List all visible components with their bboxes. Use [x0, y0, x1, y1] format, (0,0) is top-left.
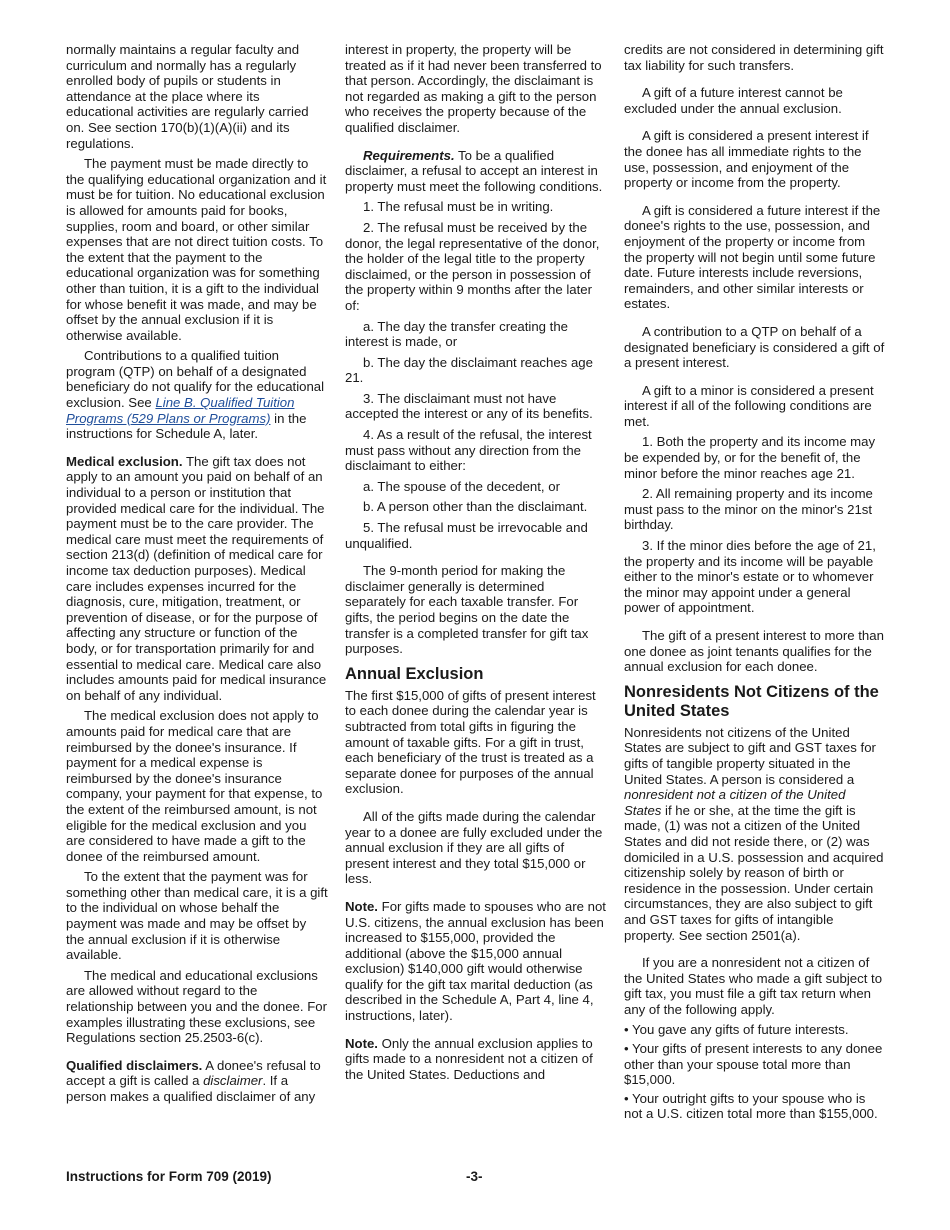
paragraph: The medical exclusion does not apply to amounts paid for medical care that are reimbursed by the donee's insurance. If payment for a medical expense is reimbursed by the donee's insurance company, your payment for that expense, to the extent of the reimbursed amount, is not eligible for the medical exclusion and you are considered to have made a gift to the donee of the reimbursed amount. [66, 708, 323, 864]
requirements-paragraph [345, 148, 607, 195]
list-item: 2. All remaining property and its income must pass to the minor on the minor's 21st birthday. [624, 486, 873, 533]
bullet-item: • Your outright gifts to your spouse who is not a U.S. citizen total more than $155,000. [624, 1090, 878, 1122]
text: For gifts made to spouses who are not U.S. citizens, the annual exclusion has been increased to $155,000, provided the additional (above the $15,000 annual exclusion) $140,000 gift would otherwise qualify for the gift tax marital deduction (as described in the Schedule A, Part 4, line 4, instructions, later). [345, 898, 606, 1024]
qtp-instructions-link[interactable]: Line B. Qualified Tuition Programs (529 Plans or Programs) [66, 395, 295, 426]
text: Only the annual exclusion applies to gifts made to a nonresident not a citizen of the United States. Deductions and [345, 1035, 593, 1082]
text: The gift tax does not apply to an amount you paid on behalf of an individual to a person or institution that provided medical care for the individual. The payment must be to the care provider. The medical care must meet the requirements of section 213(d) (definition of medical care for income tax deduction purposes). Medical care includes expenses incurred for the diagnosis, cure, mitigation, treatment, or prevention of disease, or for the purpose of affecting any structure or function of the body, or for transportation primarily for and essential to medical care. Medical care also includes amounts paid for medical insurance on behalf of any individual. [66, 453, 327, 703]
medical-exclusion-paragraph [66, 454, 328, 704]
paragraph [624, 725, 886, 943]
footer-form-title: Instructions for Form 709 (2019) [66, 1169, 272, 1184]
requirements-heading: Requirements. [363, 147, 455, 163]
paragraph: The gift of a present interest to more than one donee as joint tenants qualifies for the annual exclusion for each donee. [624, 628, 884, 675]
column-3 [624, 42, 886, 1125]
list-item: a. The day the transfer creating the interest is made, or [345, 318, 569, 350]
paragraph: A gift is considered a present interest if the donee has all immediate rights to the use, possession, and enjoyment of the property or income from the property. [624, 128, 869, 191]
text: in the instructions for Schedule A, later. [66, 410, 307, 442]
text: To be a qualified disclaimer, a refusal to accept an interest in property must meet the following conditions. [345, 147, 603, 194]
text: A donee's refusal to accept a gift is called a [66, 1057, 321, 1089]
text: if he or she, at the time the gift is made, (1) was not a citizen of the United States and did not reside there, or (2) was domiciled in a U.S. possession and acquired citizenship solely by reason of birth or residence in the possession. Under certain circumstances, they are also subject to gift and GST taxes for gifts of intangible property. See section 2501(a). [624, 802, 884, 943]
note-paragraph [345, 899, 607, 1024]
paragraph: A gift of a future interest cannot be excluded under the annual exclusion. [624, 85, 843, 116]
paragraph: normally maintains a regular faculty and curriculum and normally has a regularly enrolled body of pupils or students in attendance at the place where its educational activities are regularly carried on. See section 170(b)(1)(A)(ii) and its regulations. [66, 42, 309, 151]
paragraph: interest in property, the property will be treated as if it had never been transferred to that person. Accordingly, the disclaimant is not regarded as making a gift to the person who receives the property because of the qualified disclaimer. [345, 42, 602, 135]
text-italic: nonresident not a citizen of the United States [624, 787, 846, 818]
qualified-disclaimers-paragraph [66, 1058, 328, 1105]
medical-exclusion-heading: Medical exclusion. [66, 453, 183, 469]
list-item: b. A person other than the disclaimant. [363, 499, 588, 515]
bullet-item: • Your gifts of present interests to any donee other than your spouse total more than $15,000. [624, 1041, 883, 1088]
column-2 [345, 42, 607, 1087]
column-1 [66, 42, 328, 1110]
page-number: -3- [466, 1169, 483, 1184]
note-label: Note. [345, 898, 378, 914]
list-item: 3. If the minor dies before the age of 21, the property and its income will be payable either to the minor's estate or to whomever the minor may appoint under a general power of appointment. [624, 538, 876, 616]
paragraph: The 9-month period for making the disclaimer generally is determined separately for each taxable transfer. For gifts, the period begins on the date the transfer is a completed transfer for gift tax purposes. [345, 563, 589, 657]
paragraph: If you are a nonresident not a citizen of the United States who made a gift subject to gift tax, you must file a gift tax return when any of the following apply. [624, 955, 883, 1017]
text: Contributions to a qualified tuition program (QTP) on behalf of a designated beneficiary do not qualify for the educational exclusion. See [66, 348, 325, 411]
paragraph: A contribution to a QTP on behalf of a designated beneficiary is considered a gift of a present interest. [624, 323, 885, 371]
list-item: 2. The refusal must be received by the donor, the legal representative of the donor, the holder of the legal title to the property disclaimed, or the person in possession of the property within 9 months after the later of: [345, 219, 600, 313]
list-item: 1. Both the property and its income may be expended by, or for the benefit of, the minor before the minor reaches age 21. [624, 434, 876, 481]
list-item: a. The spouse of the decedent, or [363, 478, 560, 494]
bullet-item: • You gave any gifts of future interests. [624, 1022, 849, 1038]
list-item: 1. The refusal must be in writing. [363, 199, 554, 215]
paragraph [66, 348, 328, 442]
paragraph: The payment must be made directly to the qualifying educational organization and it must be for tuition. No educational exclusion is allowed for amounts paid for books, supplies, room and board, or other similar expenses that are not direct tuition costs. To the extent that the payment to the educational organization was for something other than tuition, it is a gift to the individual for whose benefit it was made, and may be offset by the annual exclusion if it is otherwise available. [66, 156, 327, 343]
note-paragraph [345, 1036, 607, 1083]
text: . If a person makes a qualified disclaimer of any [66, 1073, 316, 1104]
list-item: b. The day the disclaimant reaches age 21. [345, 354, 593, 386]
annual-exclusion-heading: Annual Exclusion [345, 664, 484, 683]
paragraph: All of the gifts made during the calendar year to a donee are fully excluded under the annual exclusion if they are all gifts of present interest and they total $15,000 or less. [345, 808, 603, 887]
text-italic: disclaimer [203, 1073, 263, 1089]
paragraph: A gift is considered a future interest if the donee's rights to the use, possession, and enjoyment of the property or income from the property will not begin until some future date. Future interests include reversions, remainders, and other similar interests or estates. [624, 202, 881, 312]
text: Nonresidents not citizens of the United States are subject to gift and GST taxes for gifts of tangible property situated in the United States. A person is considered a [624, 724, 876, 787]
paragraph: A gift to a minor is considered a present interest if all of the following conditions are met. [624, 382, 874, 429]
qualified-disclaimers-heading: Qualified disclaimers. [66, 1057, 203, 1073]
paragraph: The first $15,000 of gifts of present interest to each donee during the calendar year is subtracted from total gifts in figuring the amount of taxable gifts. For a gift in trust, each beneficiary of the trust is treated as a separate donee for purposes of the annual exclusion. [345, 687, 596, 797]
note-label: Note. [345, 1035, 378, 1051]
nonresidents-heading: Nonresidents Not Citizens of the United States [624, 682, 879, 720]
paragraph: The medical and educational exclusions are allowed without regard to the relationship between you and the donee. For examples illustrating these exclusions, see Regulations section 25.2503-6(c). [66, 967, 328, 1046]
paragraph: credits are not considered in determining gift tax liability for such transfers. [624, 42, 884, 73]
list-item: 4. As a result of the refusal, the interest must pass without any direction from the disclaimant to either: [345, 427, 592, 474]
list-item: 3. The disclaimant must not have accepted the interest or any of its benefits. [345, 390, 593, 422]
list-item: 5. The refusal must be irrevocable and unqualified. [345, 520, 588, 551]
paragraph: To the extent that the payment was for something other than medical care, it is a gift to the individual on whose behalf the payment was made and may be offset by the annual exclusion if it is otherwise available. [66, 869, 328, 963]
